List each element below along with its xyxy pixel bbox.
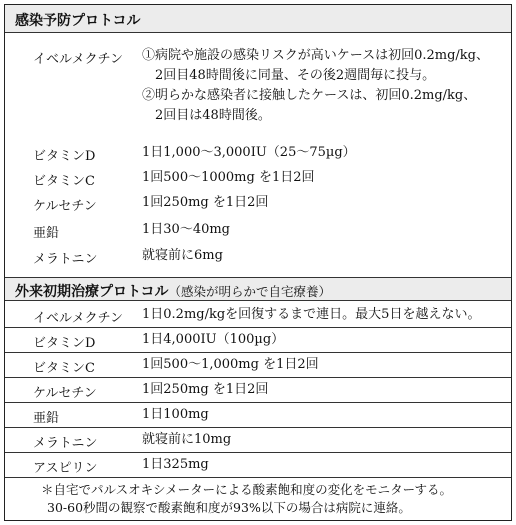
outpatient-label-vitamin-d: ビタミンD xyxy=(33,336,96,351)
outpatient-title xyxy=(15,281,331,301)
prevention-ivermectin-line-1: ①病院や施設の感染リスクが高いケースは初回0.2mg/kg、 xyxy=(142,48,489,63)
prevention-label-zinc: 亜鉛 xyxy=(33,226,60,241)
protocol-table xyxy=(4,4,512,521)
outpatient-label-melatonin: メラトニン xyxy=(33,436,98,451)
prevention-ivermectin-line-4: 2回目は48時間後。 xyxy=(142,108,271,123)
prevention-ivermectin-line-2: 2回目48時間後に同量、その後2週間毎に投与。 xyxy=(142,68,436,83)
outpatient-value-vitamin-d: 1日4,000IU（100µg） xyxy=(142,332,285,347)
outpatient-header xyxy=(5,277,511,301)
row-divider xyxy=(5,377,511,378)
outpatient-subtitle: （感染が明らかで自宅療養） xyxy=(168,284,331,299)
prevention-label-vitamin-d: ビタミンD xyxy=(33,149,96,164)
outpatient-label-vitamin-c: ビタミンC xyxy=(33,361,95,376)
outpatient-value-zinc: 1日100mg xyxy=(142,407,209,422)
footnote-line-2: 30-60秒間の観察で酸素飽和度が93%以下の場合は病院に連絡。 xyxy=(47,500,411,515)
prevention-label-ivermectin: イベルメクチン xyxy=(33,52,123,67)
outpatient-value-vitamin-c: 1回500～1,000mg を1日2回 xyxy=(142,357,319,372)
row-divider xyxy=(5,327,511,328)
prevention-label-vitamin-c: ビタミンC xyxy=(33,174,95,189)
outpatient-value-quercetin: 1回250mg を1日2回 xyxy=(142,382,269,397)
row-divider xyxy=(5,477,511,478)
outpatient-value-melatonin: 就寝前に10mg xyxy=(142,432,232,447)
outpatient-label-zinc: 亜鉛 xyxy=(33,411,60,426)
outpatient-label-ivermectin: イベルメクチン xyxy=(33,311,123,326)
footnote-line-1: ＊自宅でパルスオキシメーターによる酸素飽和度の変化をモニターする。 xyxy=(41,482,453,497)
outpatient-value-aspirin: 1日325mg xyxy=(142,457,209,472)
outpatient-title-text: 外来初期治療プロトコル xyxy=(15,284,169,300)
row-divider xyxy=(5,427,511,428)
prevention-title: 感染予防プロトコル xyxy=(15,13,141,29)
prevention-label-melatonin: メラトニン xyxy=(33,252,98,267)
prevention-value-melatonin: 就寝前に6mg xyxy=(142,248,223,263)
row-divider xyxy=(5,352,511,353)
row-divider xyxy=(5,452,511,453)
prevention-value-quercetin: 1回250mg を1日2回 xyxy=(142,195,269,210)
prevention-value-vitamin-c: 1回500～1000mg を1日2回 xyxy=(142,170,315,185)
prevention-value-vitamin-d: 1日1,000～3,000IU（25～75µg） xyxy=(142,145,356,160)
outpatient-label-aspirin: アスピリン xyxy=(33,461,98,476)
prevention-header xyxy=(5,5,511,33)
prevention-ivermectin-line-3: ②明らかな感染者に接触したケースは、初回0.2mg/kg、 xyxy=(142,88,477,103)
prevention-label-quercetin: ケルセチン xyxy=(33,199,97,214)
prevention-value-zinc: 1日30～40mg xyxy=(142,222,231,237)
outpatient-label-quercetin: ケルセチン xyxy=(33,386,97,401)
outpatient-value-ivermectin: 1日0.2mg/kgを回復するまで連日。最大5日を越えない。 xyxy=(142,307,481,322)
row-divider xyxy=(5,402,511,403)
